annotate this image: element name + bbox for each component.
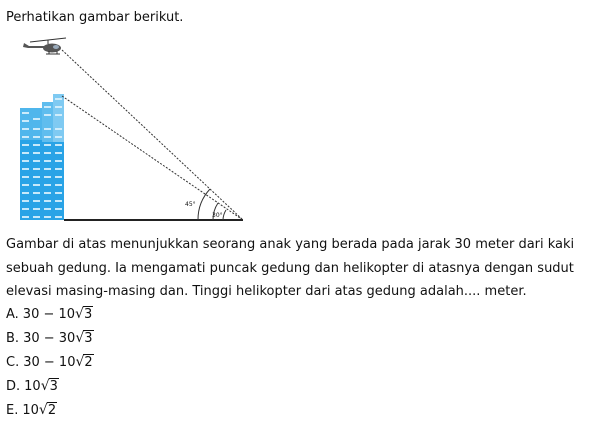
elevation-figure xyxy=(0,30,260,226)
sqrt-sign: √2 xyxy=(38,402,57,418)
angle-arc-inner xyxy=(223,210,226,220)
option-prefix: 30 − 30 xyxy=(23,331,76,346)
option-d[interactable] xyxy=(6,374,94,398)
question-line: elevasi masing-masing dan. Tinggi helikopter dari atas gedung adalah.... meter. xyxy=(6,284,527,299)
option-radicand: 3 xyxy=(83,307,93,322)
building xyxy=(20,94,64,220)
option-radicand: 2 xyxy=(84,355,93,370)
option-letter: C. xyxy=(6,355,20,370)
option-prefix: 10 xyxy=(24,379,41,394)
option-radicand: 2 xyxy=(47,403,57,418)
helicopter-icon xyxy=(23,38,66,54)
question-text xyxy=(6,233,606,304)
question-line: Gambar di atas menunjukkan seorang anak yang berada pada jarak 30 meter dari kaki xyxy=(6,237,575,252)
angle-label-bottom: 30° xyxy=(212,212,223,219)
option-letter: B. xyxy=(6,331,20,346)
option-prefix: 10 xyxy=(22,403,39,418)
sight-line-helicopter xyxy=(62,50,243,220)
option-a[interactable] xyxy=(6,302,94,326)
angle-label-top: 45° xyxy=(185,201,196,208)
answer-options xyxy=(6,302,94,422)
sqrt-sign: √2 xyxy=(75,354,93,370)
option-radicand: 3 xyxy=(49,379,58,394)
sqrt-sign: √3 xyxy=(75,306,93,322)
option-letter: E. xyxy=(6,403,19,418)
question-line: sebuah gedung. Ia mengamati puncak gedung dan helikopter di atasnya dengan sudut xyxy=(6,260,574,276)
intro-text: Perhatikan gambar berikut. xyxy=(6,10,184,25)
option-e[interactable] xyxy=(6,398,94,422)
option-prefix: 30 − 10 xyxy=(23,355,76,370)
option-letter: A. xyxy=(6,307,19,322)
option-letter: D. xyxy=(6,379,21,394)
sqrt-sign: √3 xyxy=(75,330,93,346)
option-radicand: 3 xyxy=(84,331,93,346)
option-prefix: 30 − 10 xyxy=(22,307,76,322)
sight-line-building xyxy=(62,96,243,220)
sqrt-sign: √3 xyxy=(40,378,58,394)
option-b[interactable] xyxy=(6,326,94,350)
option-c[interactable] xyxy=(6,350,94,374)
